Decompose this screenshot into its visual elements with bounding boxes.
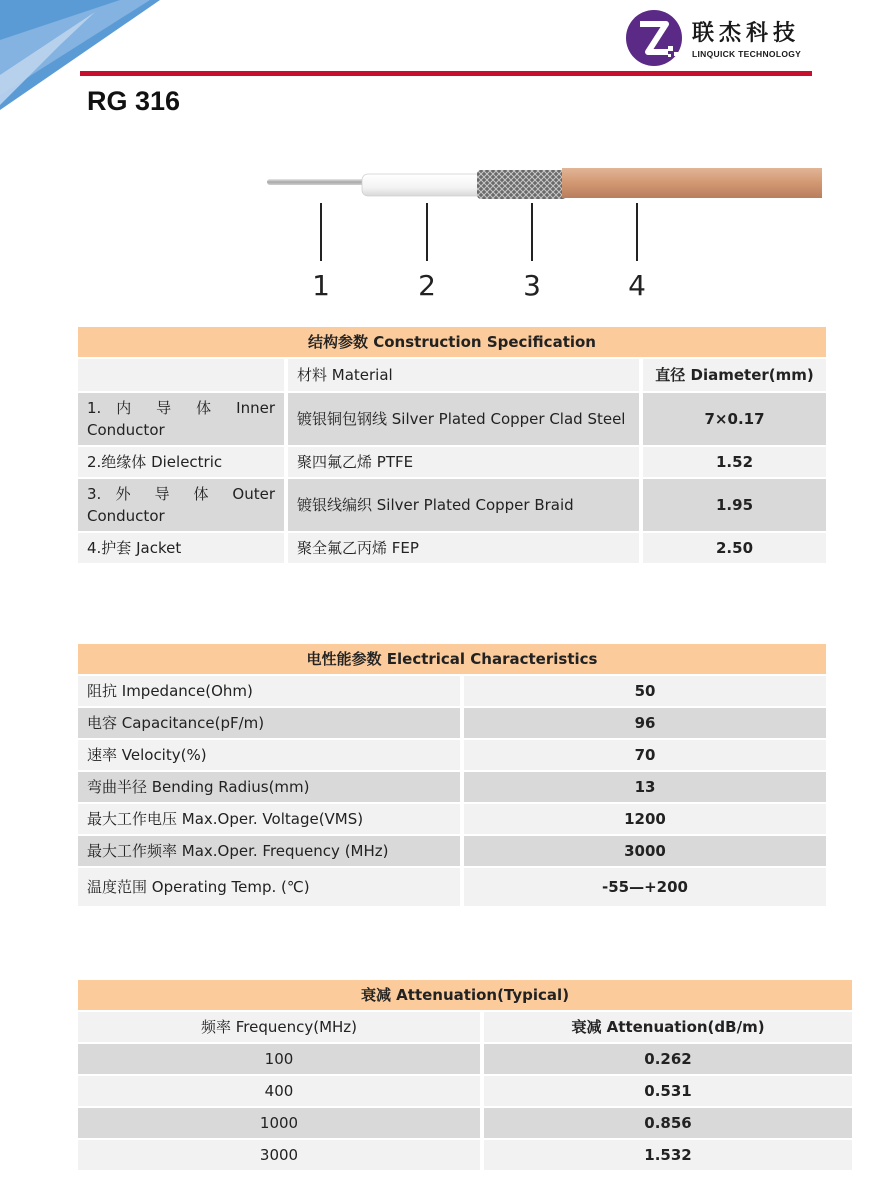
electrical-value: -55—+200 <box>464 868 826 906</box>
construction-material: 聚四氟乙烯 PTFE <box>288 447 643 477</box>
diagram-label-4: 4 <box>628 269 646 302</box>
table-row <box>78 1044 852 1074</box>
electrical-label: 温度范围 Operating Temp. (℃) <box>78 868 464 906</box>
construction-header-diameter: 直径 Diameter(mm) <box>643 359 826 391</box>
attenuation-value: 1.532 <box>484 1140 852 1170</box>
construction-part: 2.绝缘体 Dielectric <box>78 447 288 477</box>
electrical-label: 最大工作频率 Max.Oper. Frequency (MHz) <box>78 836 464 866</box>
construction-part: 3. 外 导 体 Outer Conductor <box>78 479 288 531</box>
construction-header-part <box>78 359 288 391</box>
electrical-value: 13 <box>464 772 826 802</box>
construction-table-title: 结构参数 Construction Specification <box>78 327 826 357</box>
attenuation-table <box>78 978 852 1172</box>
table-row <box>78 479 826 531</box>
cable-dielectric <box>362 174 482 196</box>
attenuation-header-value: 衰减 Attenuation(dB/m) <box>484 1012 852 1042</box>
electrical-characteristics-table <box>78 642 826 908</box>
table-row <box>78 393 826 445</box>
table-row <box>78 676 826 706</box>
electrical-value: 3000 <box>464 836 826 866</box>
electrical-value: 96 <box>464 708 826 738</box>
construction-diameter: 1.52 <box>643 447 826 477</box>
attenuation-value: 0.856 <box>484 1108 852 1138</box>
attenuation-value: 0.531 <box>484 1076 852 1106</box>
table-row <box>78 1140 852 1170</box>
table-row <box>78 447 826 477</box>
diagram-label-2: 2 <box>418 269 436 302</box>
diagram-label-1: 1 <box>312 269 330 302</box>
electrical-label: 弯曲半径 Bending Radius(mm) <box>78 772 464 802</box>
electrical-label: 阻抗 Impedance(Ohm) <box>78 676 464 706</box>
diagram-label-3: 3 <box>523 269 541 302</box>
table-row <box>78 533 826 563</box>
logo-chinese-name: 联杰科技 <box>692 21 801 46</box>
construction-part: 1. 内 导 体 Inner Conductor <box>78 393 288 445</box>
cable-outer-braid <box>477 170 567 199</box>
electrical-label: 速率 Velocity(%) <box>78 740 464 770</box>
construction-material: 镀银线编织 Silver Plated Copper Braid <box>288 479 643 531</box>
table-row <box>78 772 826 802</box>
attenuation-frequency: 1000 <box>78 1108 484 1138</box>
logo-mark-icon <box>622 8 686 68</box>
company-logo <box>622 8 822 68</box>
cable-jacket <box>562 168 822 198</box>
electrical-label: 最大工作电压 Max.Oper. Voltage(VMS) <box>78 804 464 834</box>
electrical-label: 电容 Capacitance(pF/m) <box>78 708 464 738</box>
attenuation-frequency: 3000 <box>78 1140 484 1170</box>
construction-material: 镀银铜包钢线 Silver Plated Copper Clad Steel <box>288 393 643 445</box>
cable-structure-diagram <box>262 165 822 305</box>
electrical-value: 1200 <box>464 804 826 834</box>
table-row <box>78 1076 852 1106</box>
table-row <box>78 1108 852 1138</box>
construction-spec-table <box>78 325 826 565</box>
header-divider <box>80 71 812 76</box>
table-row <box>78 740 826 770</box>
attenuation-frequency: 400 <box>78 1076 484 1106</box>
table-row <box>78 836 826 866</box>
corner-decoration <box>0 0 170 140</box>
electrical-value: 50 <box>464 676 826 706</box>
construction-diameter: 1.95 <box>643 479 826 531</box>
table-row <box>78 804 826 834</box>
construction-diameter: 2.50 <box>643 533 826 563</box>
construction-part: 4.护套 Jacket <box>78 533 288 563</box>
electrical-table-title: 电性能参数 Electrical Characteristics <box>78 644 826 674</box>
attenuation-value: 0.262 <box>484 1044 852 1074</box>
construction-diameter: 7×0.17 <box>643 393 826 445</box>
cable-inner-conductor <box>267 179 367 185</box>
construction-header-material: 材料 Material <box>288 359 643 391</box>
logo-english-name: LINQUICK TECHNOLOGY <box>692 49 802 59</box>
electrical-value: 70 <box>464 740 826 770</box>
attenuation-table-title: 衰减 Attenuation(Typical) <box>78 980 852 1010</box>
table-row <box>78 868 826 906</box>
attenuation-header-frequency: 频率 Frequency(MHz) <box>78 1012 484 1042</box>
table-row <box>78 708 826 738</box>
construction-material: 聚全氟乙丙烯 FEP <box>288 533 643 563</box>
page-title: RG 316 <box>87 86 181 116</box>
attenuation-frequency: 100 <box>78 1044 484 1074</box>
